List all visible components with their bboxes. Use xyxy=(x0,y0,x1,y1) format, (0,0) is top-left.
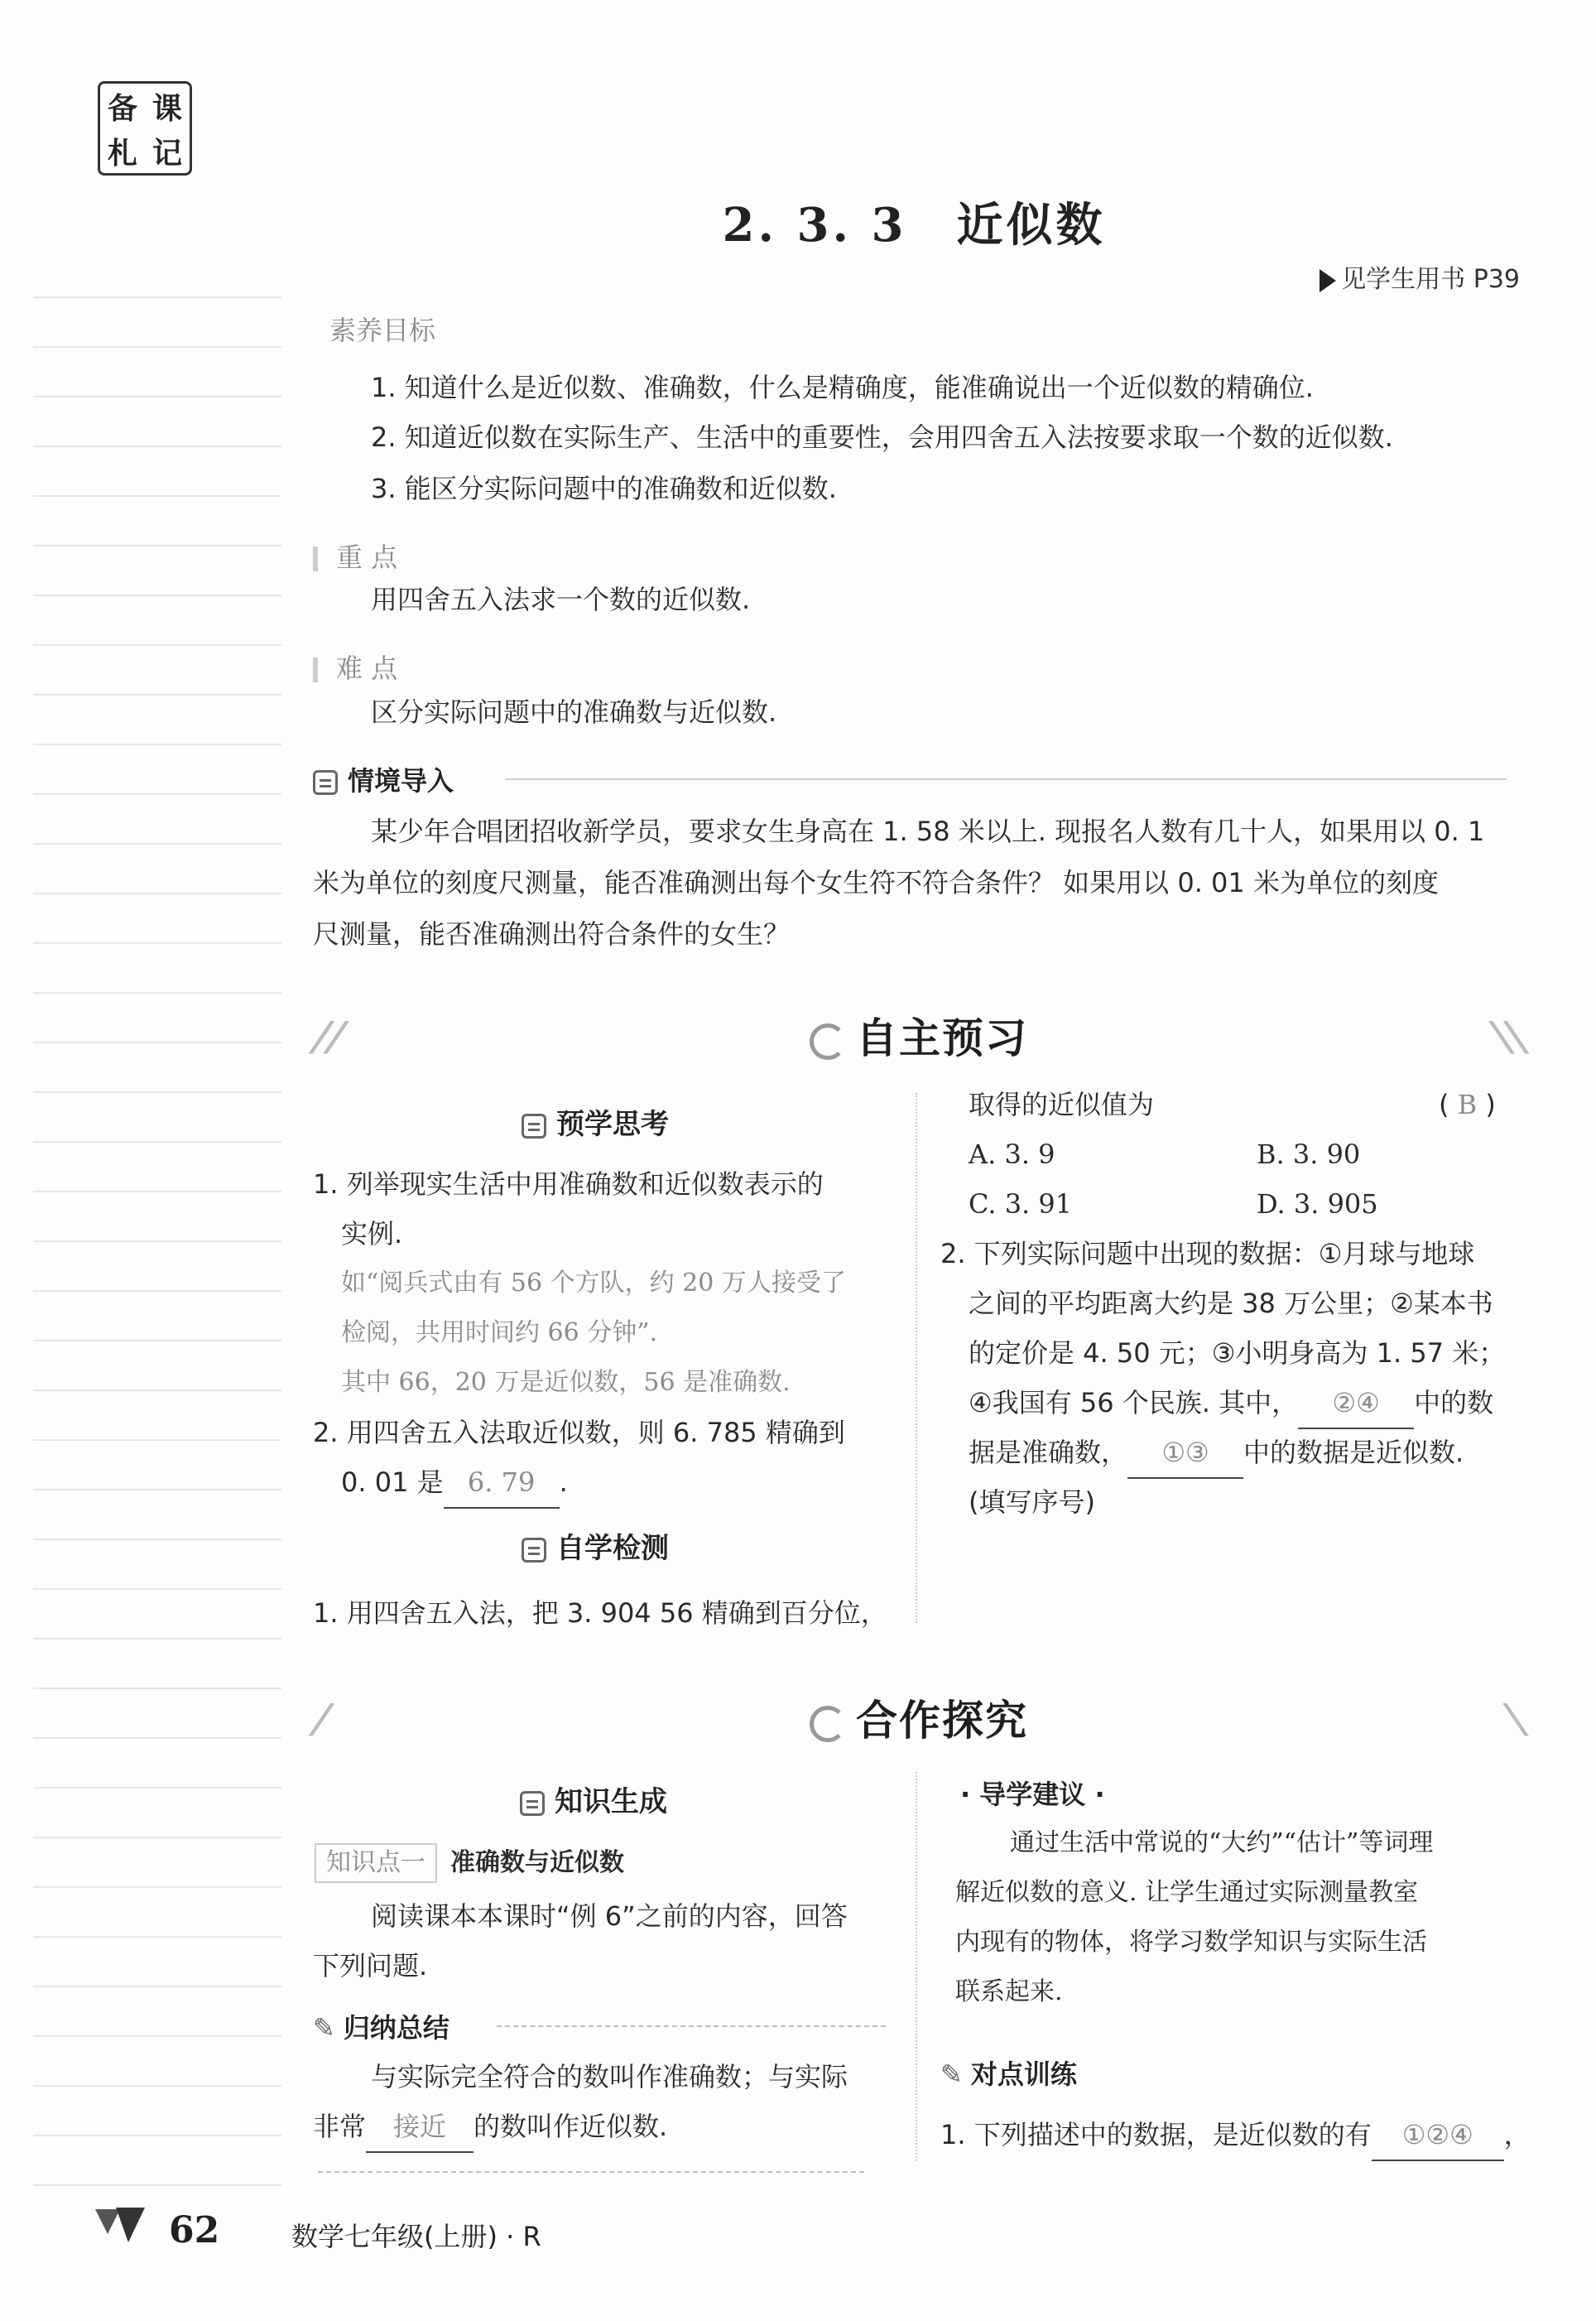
knowledge-heading xyxy=(520,1779,667,1819)
banner-slash-left: // xyxy=(305,1014,353,1060)
selftest-q2-line: 的定价是 4. 50 元；③小明身高为 1. 57 米； xyxy=(969,1337,1506,1369)
summary-suffix: 的数叫作近似数. xyxy=(474,2111,668,2142)
section-banner-explore xyxy=(305,1673,1532,1747)
prestudy-q2-line: 2. 用四舍五入法取近似数，则 6. 785 精确到 xyxy=(313,1417,845,1448)
practice-q1-blank: ①②④ xyxy=(1372,2110,1504,2161)
practice-q1-prefix: 1. 下列描述中的数据，是近似数的有 xyxy=(940,2119,1372,2150)
summary-prefix: 非常 xyxy=(313,2111,367,2142)
q2-blank2: ①③ xyxy=(1127,1428,1243,1479)
q2-line4-suffix: 中的数 xyxy=(1414,1387,1494,1418)
guide-line: 通过生活中常说的“大约”“估计”等词理 xyxy=(1010,1828,1434,1857)
summary-line2 xyxy=(313,2102,667,2153)
lesson-name: 近似数 xyxy=(956,199,1106,253)
goal-item: 3. 能区分实际问题中的准确数和近似数. xyxy=(371,473,837,504)
summary-blank: 接近 xyxy=(366,2102,474,2153)
selftest-heading xyxy=(522,1525,669,1566)
knowledge-heading-text: 知识生成 xyxy=(555,1785,667,1818)
guide-line: 内现有的物体，将学习数学知识与实际生活 xyxy=(955,1928,1427,1957)
knowledge-point xyxy=(315,1843,624,1883)
scenario-icon xyxy=(313,770,338,795)
option: A. 3. 9 xyxy=(969,1139,1055,1170)
knowledge-point-chip: 知识点一 xyxy=(315,1843,437,1883)
practice-label: 对点训练 xyxy=(970,2059,1077,2090)
column-divider xyxy=(916,1772,917,2161)
section-title xyxy=(315,1005,1523,1065)
selftest-q2-line5 xyxy=(969,1428,1464,1479)
label-bar xyxy=(313,547,318,571)
key-point-label xyxy=(313,537,397,575)
prestudy-q1-line: 1. 列举现实生活中用准确数和近似数表示的 xyxy=(313,1168,824,1200)
q2-line5-prefix: 据是准确数， xyxy=(969,1437,1128,1468)
section-banner-preview xyxy=(305,990,1532,1065)
student-book-ref xyxy=(1320,258,1520,295)
key-point-label-text: 重 点 xyxy=(336,542,398,573)
difficulty-text: 区分实际问题中的准确数与近似数. xyxy=(371,696,777,728)
selftest-q1-answer: ( B ) xyxy=(1439,1089,1496,1120)
triangle-icon xyxy=(1320,269,1336,292)
lesson-number: 2. 3. 3 xyxy=(722,198,907,253)
scenario-label: 情境导入 xyxy=(348,765,454,797)
read-line: 下列问题. xyxy=(313,1950,428,1982)
prestudy-q1-answer: 检阅，共用时间约 66 分钟”. xyxy=(341,1318,658,1347)
q2-blank1: ②④ xyxy=(1298,1378,1414,1429)
summary-line: 与实际完全符合的数叫作准确数；与实际 xyxy=(371,2061,848,2092)
scenario-line: 尺测量，能否准确测出符合条件的女生？ xyxy=(313,918,791,950)
difficulty-label xyxy=(313,648,397,686)
q2-line5-suffix: 中的数据是近似数. xyxy=(1243,1437,1464,1468)
prestudy-q1-answer: 如“阅兵式由有 56 个方队，约 20 万人接受了 xyxy=(341,1269,846,1298)
guide-line: 联系起来. xyxy=(955,1977,1063,2006)
book-title: 数学七年级(上册) · R xyxy=(291,2221,541,2252)
selftest-q2-line: 之间的平均距离大约是 38 万公里；②某本书 xyxy=(969,1288,1493,1319)
margin-note-lines xyxy=(33,248,281,2186)
option: D. 3. 905 xyxy=(1257,1188,1378,1220)
key-point-text: 用四舍五入法求一个数的近似数. xyxy=(371,584,751,615)
banner-slash-right: \\ xyxy=(1485,1014,1532,1060)
q2-prefix: 0. 01 是 xyxy=(341,1466,444,1498)
swirl-icon xyxy=(810,1023,846,1060)
pencil-icon: ✎ xyxy=(313,2012,335,2044)
stamp-char: 札 xyxy=(107,135,137,171)
prestudy-icon xyxy=(522,1114,546,1139)
knowledge-icon xyxy=(520,1791,545,1816)
selftest-heading-text: 自学检测 xyxy=(556,1532,669,1565)
scenario-line: 某少年合唱团招收新学员，要求女生身高在 1. 58 米以上. 现报名人数有几十人，如果用以 0. 1 xyxy=(371,816,1485,847)
footer-logo-icon xyxy=(91,2201,149,2251)
summary-bottom-rule xyxy=(318,2171,864,2173)
prep-notes-stamp xyxy=(98,81,192,176)
practice-q1-suffix: ， xyxy=(1503,2119,1531,2150)
prestudy-heading xyxy=(522,1101,669,1142)
banner-slash-left: / xyxy=(305,1696,338,1742)
difficulty-label-text: 难 点 xyxy=(336,652,398,684)
guide-heading: · 导学建议 · xyxy=(960,1779,1105,1810)
q2-line4-prefix: ④我国有 56 个民族. 其中， xyxy=(969,1387,1299,1418)
guide-line: 解近似数的意义. 让学生通过实际测量教室 xyxy=(955,1878,1419,1907)
selftest-icon xyxy=(522,1538,546,1563)
knowledge-point-title: 准确数与近似数 xyxy=(450,1848,624,1877)
section-title-text: 合作探究 xyxy=(856,1697,1028,1745)
prestudy-q1-line: 实例. xyxy=(341,1218,403,1250)
summary-rule xyxy=(497,2025,886,2027)
read-line: 阅读课本本课时“例 6”之前的内容，回答 xyxy=(371,1900,848,1932)
swirl-icon xyxy=(810,1706,846,1742)
option: C. 3. 91 xyxy=(969,1188,1073,1220)
ref-text: 见学生用书 P39 xyxy=(1341,265,1520,294)
selftest-q1-cont: 取得的近似值为 xyxy=(969,1089,1155,1120)
selftest-q2-note: (填写序号) xyxy=(969,1486,1095,1518)
stamp-char: 备 xyxy=(107,90,137,126)
lesson-title xyxy=(0,189,1596,255)
option: B. 3. 90 xyxy=(1257,1139,1361,1170)
q2-answer-blank: 6. 79 xyxy=(444,1457,560,1509)
q2-suffix: . xyxy=(559,1466,568,1498)
practice-heading xyxy=(940,2054,1077,2092)
scenario-rule xyxy=(505,778,1507,780)
summary-label: 归纳总结 xyxy=(343,2012,449,2044)
summary-heading xyxy=(313,2007,449,2045)
prestudy-q2-line2 xyxy=(341,1457,568,1509)
edit-icon: ✎ xyxy=(940,2059,963,2090)
scenario-heading xyxy=(313,760,454,798)
section-title xyxy=(315,1688,1523,1747)
goal-item: 1. 知道什么是近似数、准确数，什么是精确度，能准确说出一个近似数的精确位. xyxy=(371,372,1314,403)
goal-item: 2. 知道近似数在实际生产、生活中的重要性，会用四舍五入法按要求取一个数的近似数. xyxy=(371,421,1393,453)
q1-answer-letter: B xyxy=(1457,1089,1478,1120)
selftest-q1-line: 1. 用四舍五入法，把 3. 904 56 精确到百分位， xyxy=(313,1597,887,1629)
selftest-q2-line: 2. 下列实际问题中出现的数据：①月球与地球 xyxy=(940,1238,1475,1269)
stamp-char: 记 xyxy=(151,135,182,171)
practice-q1 xyxy=(940,2110,1531,2161)
prestudy-q1-answer: 其中 66，20 万是近似数，56 是准确数. xyxy=(341,1368,791,1397)
banner-slash-right: \ xyxy=(1500,1696,1532,1742)
label-bar xyxy=(313,657,318,682)
scenario-line: 米为单位的刻度尺测量，能否准确测出每个女生符不符合条件？ 如果用以 0. 01 米为单位的刻度 xyxy=(313,867,1439,898)
prestudy-heading-text: 预学思考 xyxy=(556,1108,669,1141)
goals-label: 素养目标 xyxy=(329,315,436,346)
selftest-q2-line4 xyxy=(969,1378,1493,1429)
column-divider xyxy=(916,1093,917,1623)
stamp-char: 课 xyxy=(151,90,182,126)
page-number: 62 xyxy=(169,2209,220,2251)
section-title-text: 自主预习 xyxy=(856,1014,1028,1062)
